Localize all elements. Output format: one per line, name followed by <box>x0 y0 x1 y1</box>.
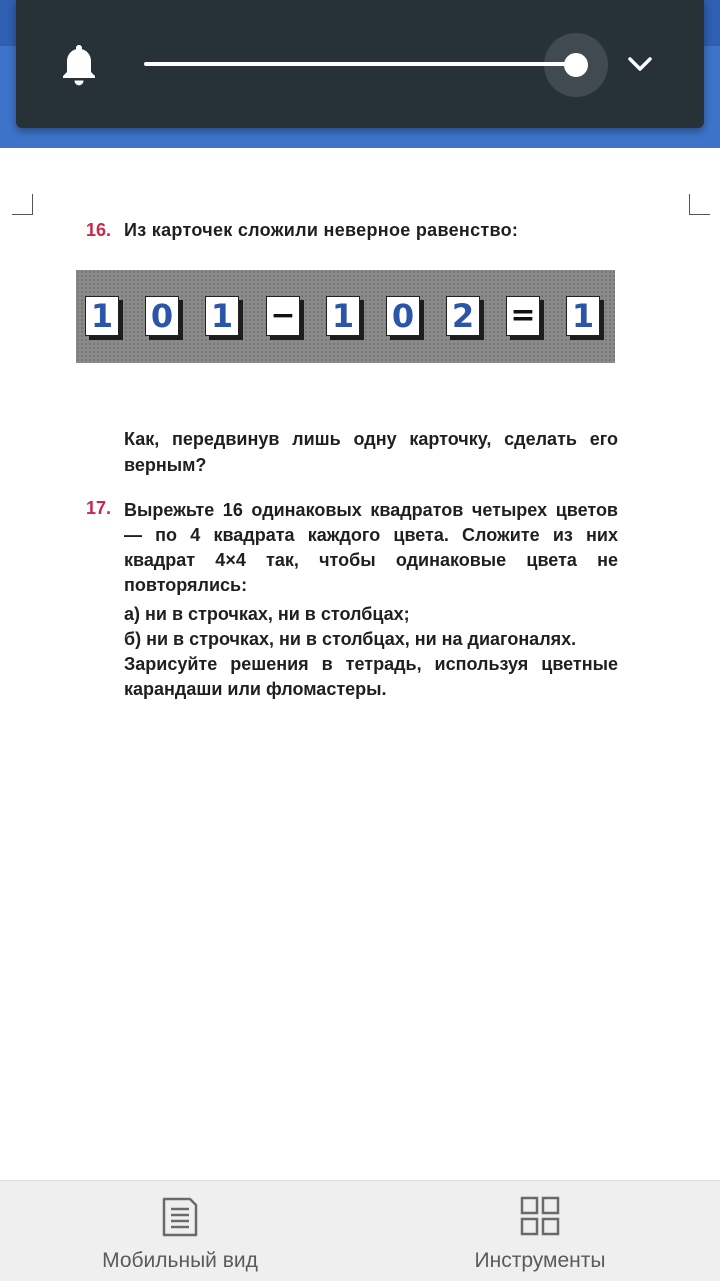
chevron-down-icon[interactable] <box>624 50 656 80</box>
page-corner-mark-left <box>12 194 33 215</box>
card-6: 0 <box>386 296 420 336</box>
card-9: 1 <box>566 296 600 336</box>
page-corner-mark-right <box>689 194 710 215</box>
equation-cards <box>76 270 615 363</box>
card-minus: − <box>266 296 300 336</box>
card-1: 1 <box>85 296 119 336</box>
card-equals: = <box>506 296 540 336</box>
mobile-view-button[interactable] <box>0 1181 360 1281</box>
tools-label: Инструменты <box>474 1249 606 1272</box>
card-5: 1 <box>326 296 360 336</box>
problem-17-closing: Зарисуйте решения в тетрадь, используя цветные карандаши или фломастеры. <box>124 654 618 699</box>
card-2: 0 <box>145 296 179 336</box>
problem-17-text: Вырежьте 16 одинаковых квадратов четырех цветов — по 4 квадрата каждого цвета. Сложите из них квадрат 4×4 так, чтобы одинаковые цвета не повторялись: <box>124 500 618 595</box>
problem-17-number: 17. <box>86 498 112 518</box>
bottom-toolbar <box>0 1180 720 1281</box>
problem-17-item-a: а) ни в строчках, ни в столбцах; <box>124 604 410 624</box>
card-3: 1 <box>205 296 239 336</box>
problem-16-text: Из карточек сложили неверное равенство: <box>124 220 519 240</box>
problem-17-body <box>124 498 618 702</box>
card-7: 2 <box>446 296 480 336</box>
document-page <box>0 148 720 1180</box>
problem-16-question: Как, передвинув лишь одну карточку, сделать его верным? <box>124 429 618 475</box>
mobile-view-label: Мобильный вид <box>102 1249 258 1272</box>
problem-16-number: 16. <box>86 220 112 240</box>
document-lines-icon <box>160 1195 200 1239</box>
volume-slider-track[interactable] <box>144 62 576 66</box>
problem-17-item-b: б) ни в строчках, ни в столбцах, ни на диагоналях. <box>124 629 577 649</box>
tools-button[interactable] <box>360 1181 720 1281</box>
grid-icon <box>520 1195 560 1239</box>
volume-slider-thumb[interactable] <box>564 53 588 77</box>
bell-icon[interactable] <box>60 42 98 88</box>
volume-panel <box>16 0 704 128</box>
